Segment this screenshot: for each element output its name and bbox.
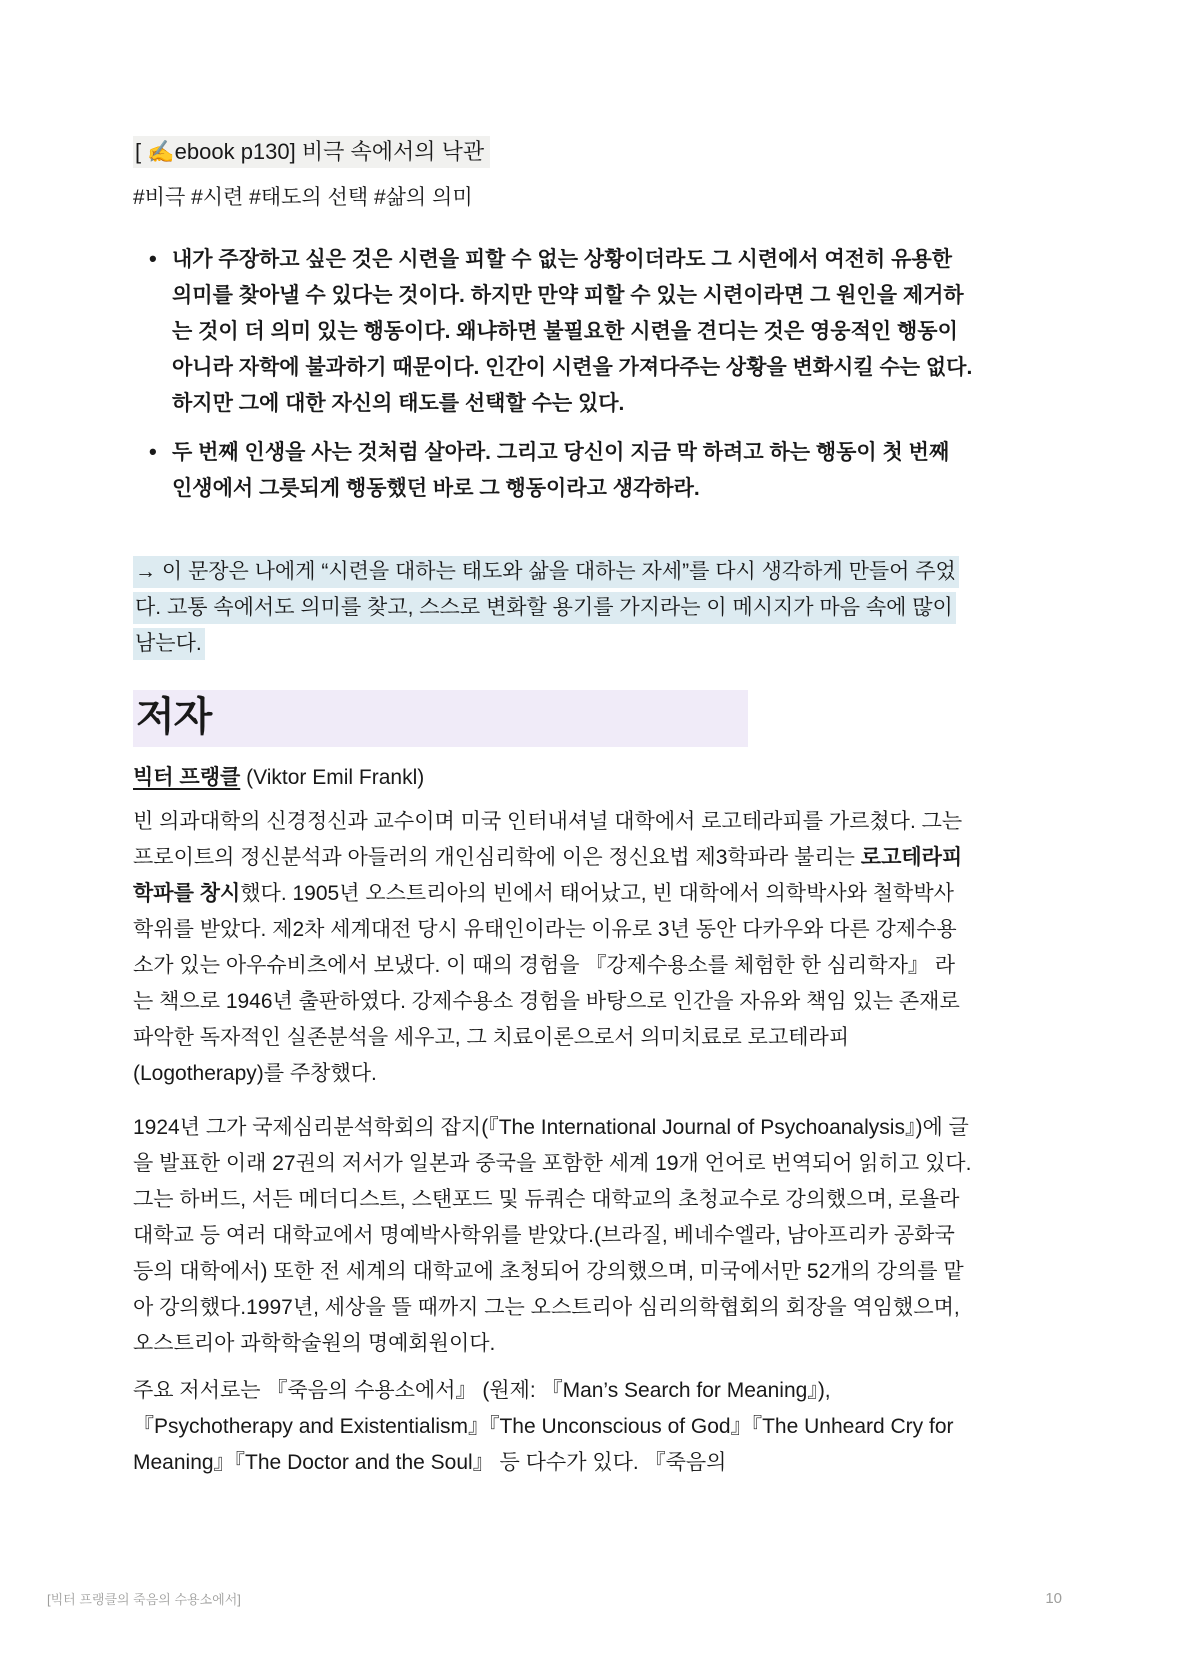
author-name-english: (Viktor Emil Frankl) — [240, 766, 425, 789]
section-heading-author: 저자 — [136, 695, 212, 739]
footer-book-title: [빅터 프랭클의 죽음의 수용소에서] — [47, 1592, 241, 1607]
note-header-highlight — [133, 136, 490, 168]
reflection-paragraph — [133, 554, 973, 662]
author-heading-block — [133, 690, 748, 747]
quote-item: • 두 번째 인생을 사는 것처럼 살아라. 그리고 당신이 지금 막 하려고 하는 행동이 첫 번째 인생에서 그릇되게 행동했던 바로 그 행동이라고 생각하라. — [133, 435, 973, 507]
reflection-highlight: → 이 문장은 나에게 “시련을 대하는 태도와 삶을 대하는 자세”를 다시 생각하게 만들어 주었다. 고통 속에서도 의미를 찾고, 스스로 변화할 용기를 가지라는 이 메시지가 마음 속에 많이 남는다. — [133, 556, 959, 660]
quote-list — [133, 242, 973, 507]
author-bio-paragraph-2: 1924년 그가 국제심리분석학회의 잡지(『The International Journal of Psychoanalysis』)에 글을 발표한 이래 27권의 저서가 일본과 중국을 포함한 세계 19개 언어로 번역되어 읽히고 있다. 그는 하버드, 서든 메더디스트, 스탠포드 및 듀쿼슨 대학교의 초청교수로 강의했으며, 로욜라 대학교 등 여러 대학교에서 명예박사학위를 받았다.(브라질, 베네수엘라, 남아프리카 공화국 등의 대학에서) 또한 전 세계의 대학교에 초청되어 강의했으며, 미국에서만 52개의 강의를 맡아 강의했다.1997년, 세상을 뜰 때까지 그는 오스트리아 심리의학협회의 회장을 역임했으며, 오스트리아 과학학술원의 명예회원이다. — [133, 1116, 972, 1355]
quote-item: • 내가 주장하고 싶은 것은 시련을 피할 수 없는 상황이더라도 그 시련에서 여전히 유용한 의미를 찾아낼 수 있다는 것이다. 하지만 만약 피할 수 있는 시련이라면 그 원인을 제거하는 것이 더 의미 있는 행동이다. 왜냐하면 불필요한 시련을 견디는 것은 영웅적인 행동이 아니라 자학에 불과하기 때문이다. 인간이 시련을 가져다주는 상황을 변화시킬 수는 없다. 하지만 그에 대한 자신의 태도를 선택할 수는 있다. — [133, 242, 973, 422]
writing-hand-emoji: ✍️ — [147, 139, 175, 164]
author-name-line — [133, 763, 973, 793]
note-header-prefix: [ — [135, 139, 148, 164]
author-name-korean: 빅터 프랭클 — [133, 766, 241, 789]
note-header — [133, 137, 973, 167]
author-bio-paragraph-3: 주요 저서로는 『죽음의 수용소에서』 (원제: 『Man’s Search for Meaning』), 『Psychotherapy and Existentialism』『The Unconscious of God』『The Unheard Cry for Meaning』『The Doctor and the Soul』 등 다수가 있다. 『죽음의 — [133, 1379, 954, 1474]
page-content — [133, 137, 973, 1481]
footer-page-number: 10 — [1045, 1590, 1062, 1607]
author-bio-paragraph-1: 빈 의과대학의 신경정신과 교수이며 미국 인터내셔널 대학에서 로고테라피를 가르쳤다. 그는 프로이트의 정신분석과 아들러의 개인심리학에 이은 정신요법 제3학파라 불리는 로고테라피 학파를 창시했다. 1905년 오스트리아의 빈에서 태어났고, 빈 대학에서 의학박사와 철학박사 학위를 받았다. 제2차 세계대전 당시 유태인이라는 이유로 3년 동안 다카우와 다른 강제수용소가 있는 아우슈비츠에서 보냈다. 이 때의 경험을 『강제수용소를 체험한 한 심리학자』 라는 책으로 1946년 출판하였다. 강제수용소 경험을 바탕으로 인간을 자유와 책임 있는 존재로 파악한 독자적인 실존분석을 세우고, 그 치료이론으로서 의미치료로 로고테라피(Logotherapy)를 주창했다. — [133, 810, 963, 1085]
note-header-text: ebook p130] 비극 속에서의 낙관 — [174, 139, 485, 164]
tag-line: #비극 #시련 #태도의 선택 #삶의 의미 — [133, 186, 473, 209]
